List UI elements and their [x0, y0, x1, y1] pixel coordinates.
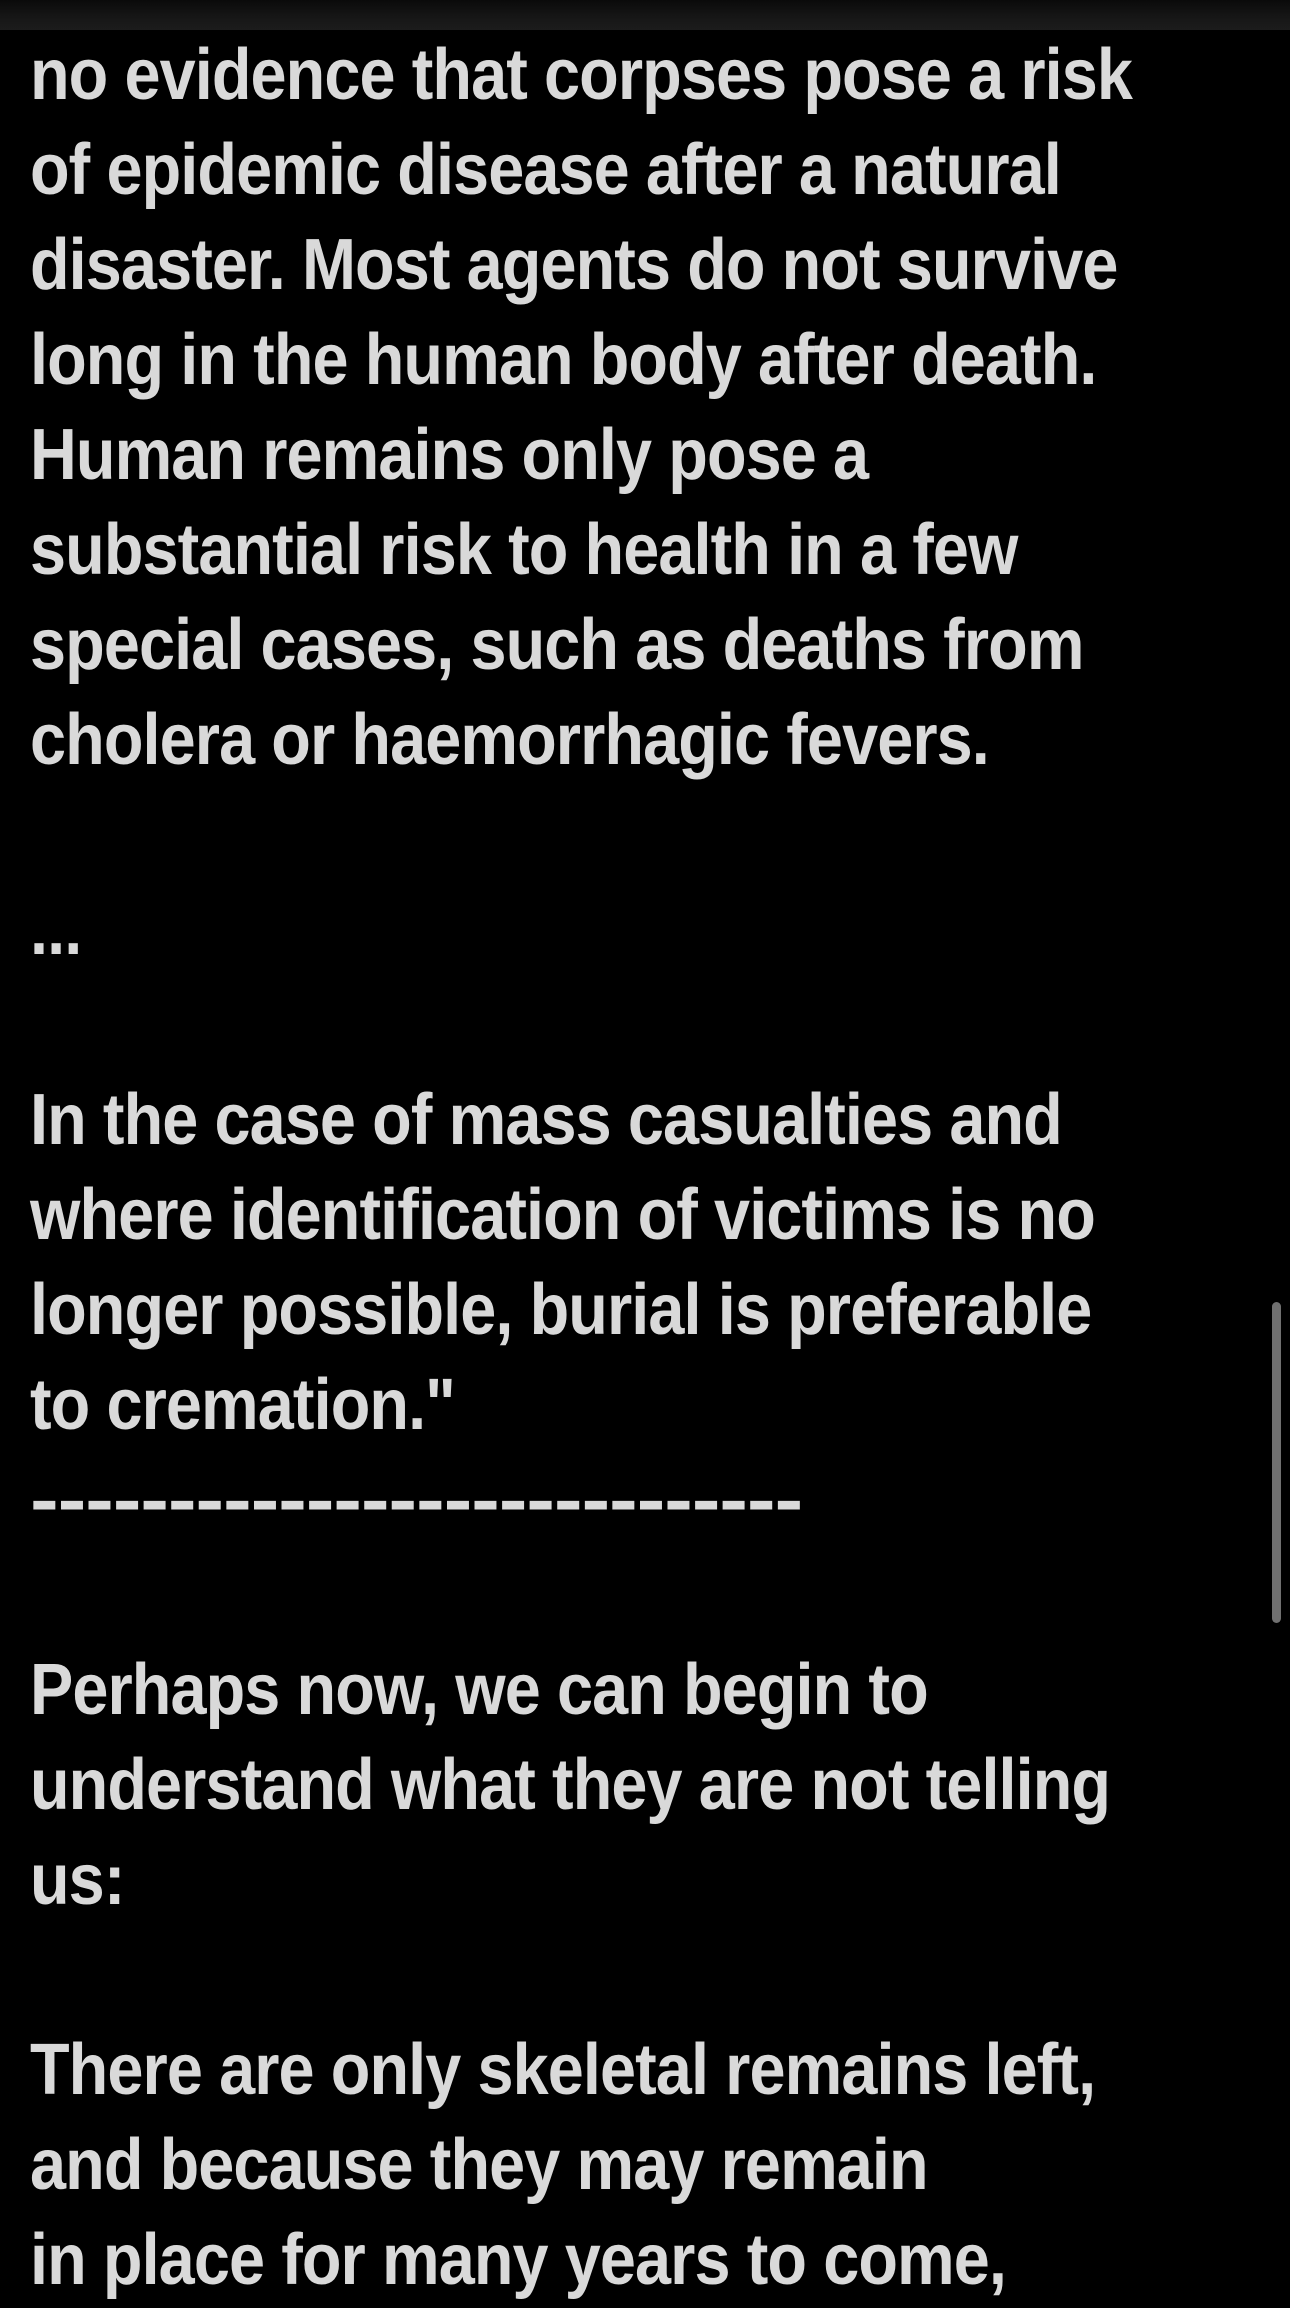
text-line: Human remains only pose a	[30, 415, 869, 495]
text-line-blank	[30, 788, 1155, 883]
post-body-text	[30, 28, 1280, 2308]
text-line-ellipsis: ...	[30, 890, 82, 970]
text-line-blank	[30, 978, 1155, 1073]
text-line-blank	[30, 1548, 1155, 1643]
text-line: us:	[30, 1840, 125, 1920]
text-line: In the case of mass casualties and	[30, 1080, 1062, 1160]
text-line: substantial risk to health in a few	[30, 510, 1018, 590]
text-line: where identification of victims is no	[30, 1175, 1095, 1255]
text-line: no evidence that corpses pose a risk	[30, 35, 1133, 115]
text-line: to cremation."	[30, 1365, 455, 1445]
text-line: of epidemic disease after a natural	[30, 130, 1061, 210]
text-line: longer possible, burial is preferable	[30, 1270, 1092, 1350]
text-line: and because they may remain	[30, 2125, 928, 2205]
text-line: special cases, such as deaths from	[30, 605, 1084, 685]
text-line: disaster. Most agents do not survive	[30, 225, 1118, 305]
text-line: There are only skeletal remains left,	[30, 2030, 1096, 2110]
text-line: Perhaps now, we can begin to	[30, 1650, 928, 1730]
text-line-clipped: in place for many years to come,	[30, 2220, 1006, 2300]
text-line-dashed-divider: ----------------------------	[30, 1460, 803, 1540]
text-line: long in the human body after death.	[30, 320, 1097, 400]
scrollbar-thumb[interactable]	[1272, 1302, 1281, 1623]
text-line: understand what they are not telling	[30, 1745, 1111, 1825]
status-bar-area	[0, 0, 1290, 30]
text-line-blank	[30, 1928, 1155, 2023]
text-line: cholera or haemorrhagic fevers.	[30, 700, 989, 780]
